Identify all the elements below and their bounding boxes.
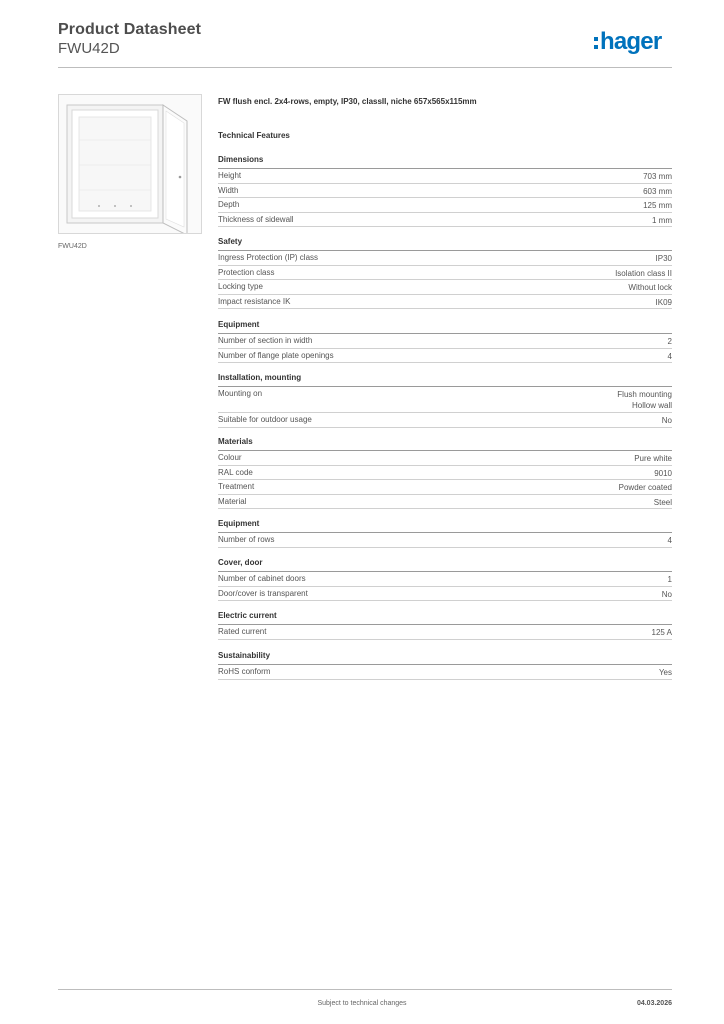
spec-value-line: IP30 [655,254,672,263]
spec-row [218,295,672,310]
spec-value-line: 4 [667,536,672,545]
spec-value [628,282,672,293]
spec-value [656,297,672,308]
spec-row [218,387,672,413]
spec-label: Width [218,185,239,195]
spec-value [668,336,672,347]
header-divider [58,67,672,68]
spec-label: Protection class [218,267,275,277]
spec-label: Material [218,496,247,506]
product-code: FWU42D [58,40,120,57]
spec-label: Impact resistance IK [218,296,291,306]
spec-label: Locking type [218,282,263,292]
spec-row [218,280,672,295]
spec-value [668,574,672,585]
spec-row [218,198,672,213]
spec-value [634,453,672,464]
spec-value [662,589,672,600]
footer-date: 04.03.2026 [636,1000,672,1007]
group-title: Safety [218,237,672,251]
logo-colon-icon [594,37,598,49]
spec-row [218,587,672,602]
group-title: Cover, door [218,558,672,572]
spec-value [643,171,672,182]
group-title: Dimensions [218,155,672,169]
spec-value-line: Isolation class II [615,268,672,278]
spec-value-line: Powder coated [618,483,672,493]
spec-label: Door/cover is transparent [218,588,308,598]
spec-value-line: 1 mm [652,215,672,225]
spec-value [652,215,672,226]
footer-divider [58,989,672,990]
group-title: Sustainability [218,651,672,665]
spec-value-line: 2 [667,337,672,346]
spec-row [218,625,672,640]
spec-row [218,466,672,481]
product-image [58,94,202,234]
spec-value [643,186,672,197]
spec-value-line: 125 A [651,628,672,637]
spec-value [668,351,672,362]
spec-label: Height [218,171,242,180]
spec-label: Number of cabinet doors [218,574,306,583]
spec-label: Ingress Protection (IP) class [218,253,319,262]
spec-row [218,495,672,510]
spec-value-line: 1 [667,575,672,584]
spec-row [218,533,672,548]
spec-row [218,349,672,364]
spec-value-line: 4 [667,351,672,361]
spec-label: Number of flange plate openings [218,350,334,360]
spec-value-line: 125 mm [643,201,672,211]
spec-value [668,535,672,546]
spec-value [659,667,672,678]
spec-value [662,415,672,426]
enclosure-illustration-icon [59,95,201,233]
spec-value-line: 703 mm [643,172,672,181]
spec-value-line: No [661,416,672,425]
spec-label: Number of section in width [218,336,313,345]
group-title: Equipment [218,320,672,334]
spec-value [656,253,672,264]
spec-value [654,497,672,508]
spec-value-line: No [661,589,672,599]
spec-row [218,334,672,349]
spec-row [218,266,672,281]
spec-value-line: 9010 [654,468,672,478]
image-caption: FWU42D [58,243,87,250]
spec-value [617,389,672,411]
spec-label: RoHS conform [218,667,271,676]
spec-row [218,665,672,680]
spec-value-line: Hollow wall [631,401,672,410]
spec-label: Number of rows [218,535,275,544]
product-description: FW flush encl. 2x4-rows, empty, IP30, classII, niche 657x565x115mm [218,97,477,106]
section-title: Technical Features [218,131,290,140]
spec-value-line: Yes [658,668,672,677]
spec-value-line: 603 mm [643,186,672,196]
spec-value-line: Without lock [628,283,672,293]
spec-row [218,413,672,428]
spec-row [218,251,672,266]
spec-value [619,482,672,493]
spec-label: Mounting on [218,389,263,398]
spec-label: Suitable for outdoor usage [218,415,312,424]
spec-label: Treatment [218,482,255,492]
spec-row [218,184,672,199]
spec-value-line: Flush mounting [617,390,672,399]
group-title: Equipment [218,519,672,533]
spec-row [218,213,672,228]
spec-label: Rated current [218,627,267,636]
spec-label: Depth [218,200,240,210]
spec-label: RAL code [218,467,253,477]
spec-row [218,572,672,587]
spec-value-line: Steel [653,497,672,507]
spec-row [218,451,672,466]
logo-text: hager [600,28,662,55]
page-title: Product Datasheet [58,21,202,38]
spec-value-line: Pure white [634,454,672,463]
spec-value [654,468,672,479]
group-title: Electric current [218,611,672,625]
spec-row [218,480,672,495]
spec-value [643,200,672,211]
spec-label: Colour [218,453,242,462]
spec-value [652,627,672,638]
spec-row [218,169,672,184]
spec-value-line: IK09 [655,297,672,307]
spec-value [615,268,672,279]
group-title: Installation, mounting [218,373,672,387]
footer-note: Subject to technical changes [317,1000,407,1007]
group-title: Materials [218,437,672,451]
spec-label: Thickness of sidewall [218,214,294,224]
hager-logo [594,27,661,57]
